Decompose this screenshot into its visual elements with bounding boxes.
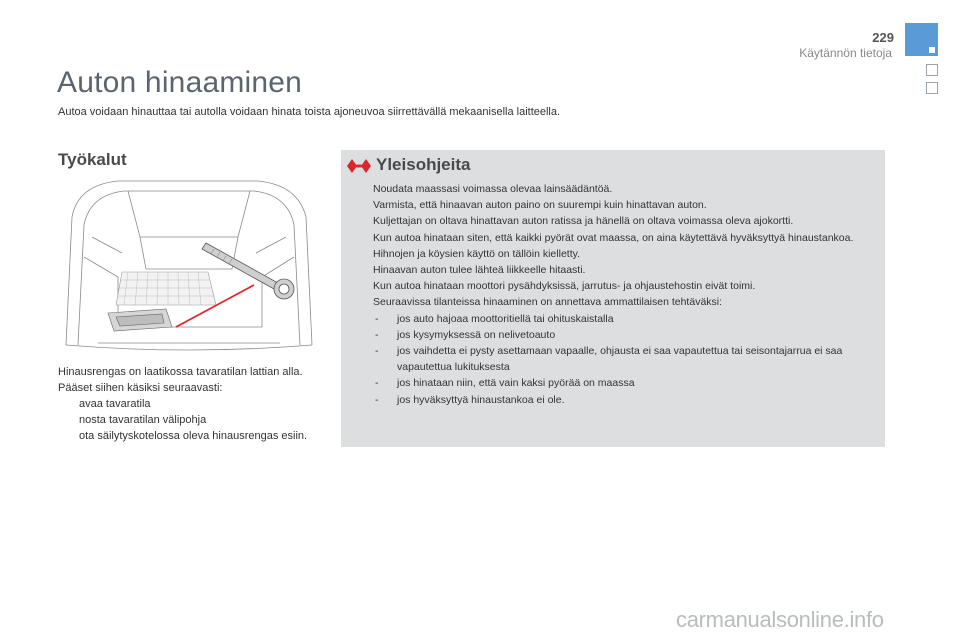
section-tab[interactable] <box>926 64 938 76</box>
general-paragraph: Noudata maassasi voimassa olevaa lainsäädäntöä. <box>373 183 613 195</box>
tools-paragraph: Hinausrengas on laatikossa tavaratilan lattian alla. <box>58 366 303 378</box>
section-tab[interactable] <box>926 82 938 94</box>
section-tab-active[interactable] <box>905 23 938 56</box>
tools-steps-list <box>58 396 313 444</box>
page-title: Auton hinaaminen <box>57 66 303 99</box>
list-item: ota säilytyskotelossa oleva hinausrengas esiin. <box>79 430 308 442</box>
tools-paragraph: Pääset siihen käsiksi seuraavasti: <box>58 382 223 394</box>
general-paragraph: Hinaavan auton tulee lähteä liikkeelle hitaasti. <box>373 264 586 277</box>
list-item: - jos hyväksyttyä hinaustankoa ei ole. <box>375 393 565 406</box>
list-item: - jos vaihdetta ei pysty asettamaan vapaalle, ohjausta ei saa vapautettua tai seisontajarrua ei saa vapautettua lukituksesta <box>375 345 843 374</box>
tools-heading: Työkalut <box>58 150 127 169</box>
list-item: nosta tavaratilan välipohja <box>79 414 207 426</box>
general-text <box>373 181 873 408</box>
warning-icon <box>346 158 372 174</box>
list-item: - jos hinataan niin, että vain kaksi pyörää on maassa <box>375 377 635 390</box>
watermark: carmanualsonline.info <box>676 607 884 632</box>
tools-text <box>58 364 313 444</box>
list-item: - jos auto hajoaa moottoritiellä tai ohituskaistalla <box>375 312 614 325</box>
general-paragraph: Varmista, että hinaavan auton paino on suurempi kuin hinattavan auton. <box>373 199 707 212</box>
trunk-illustration <box>58 177 320 353</box>
general-paragraph: Kuljettajan on oltava hinattavan auton ratissa ja hänellä on oltava voimassa oleva ajokortti. <box>373 215 794 228</box>
intro-text: Autoa voidaan hinauttaa tai autolla voidaan hinata toista ajoneuvoa siirrettävällä mekaanisella laitteella. <box>58 106 561 118</box>
general-paragraph: Kun autoa hinataan moottori pysähdyksissä, jarrutus- ja ohjaustehostin eivät toimi. <box>373 280 756 293</box>
general-paragraph: Kun autoa hinataan siten, että kaikki pyörät ovat maassa, on aina käytettävä hyväksyttyä hinaustankoa. Hihnojen ja köysien käyttö on tällöin kielletty. <box>373 231 854 260</box>
section-name: Käytännön tietoja <box>799 46 892 60</box>
professional-cases-list <box>373 311 873 408</box>
general-heading: Yleisohjeita <box>376 155 471 174</box>
list-item: - jos kysymyksessä on nelivetoauto <box>375 328 556 341</box>
general-paragraph: Seuraavissa tilanteissa hinaaminen on annettava ammattilaisen tehtäväksi: <box>373 296 723 309</box>
tab-marker-icon <box>929 47 935 53</box>
page-number: 229 <box>872 30 894 45</box>
list-item: avaa tavaratila <box>79 398 151 410</box>
